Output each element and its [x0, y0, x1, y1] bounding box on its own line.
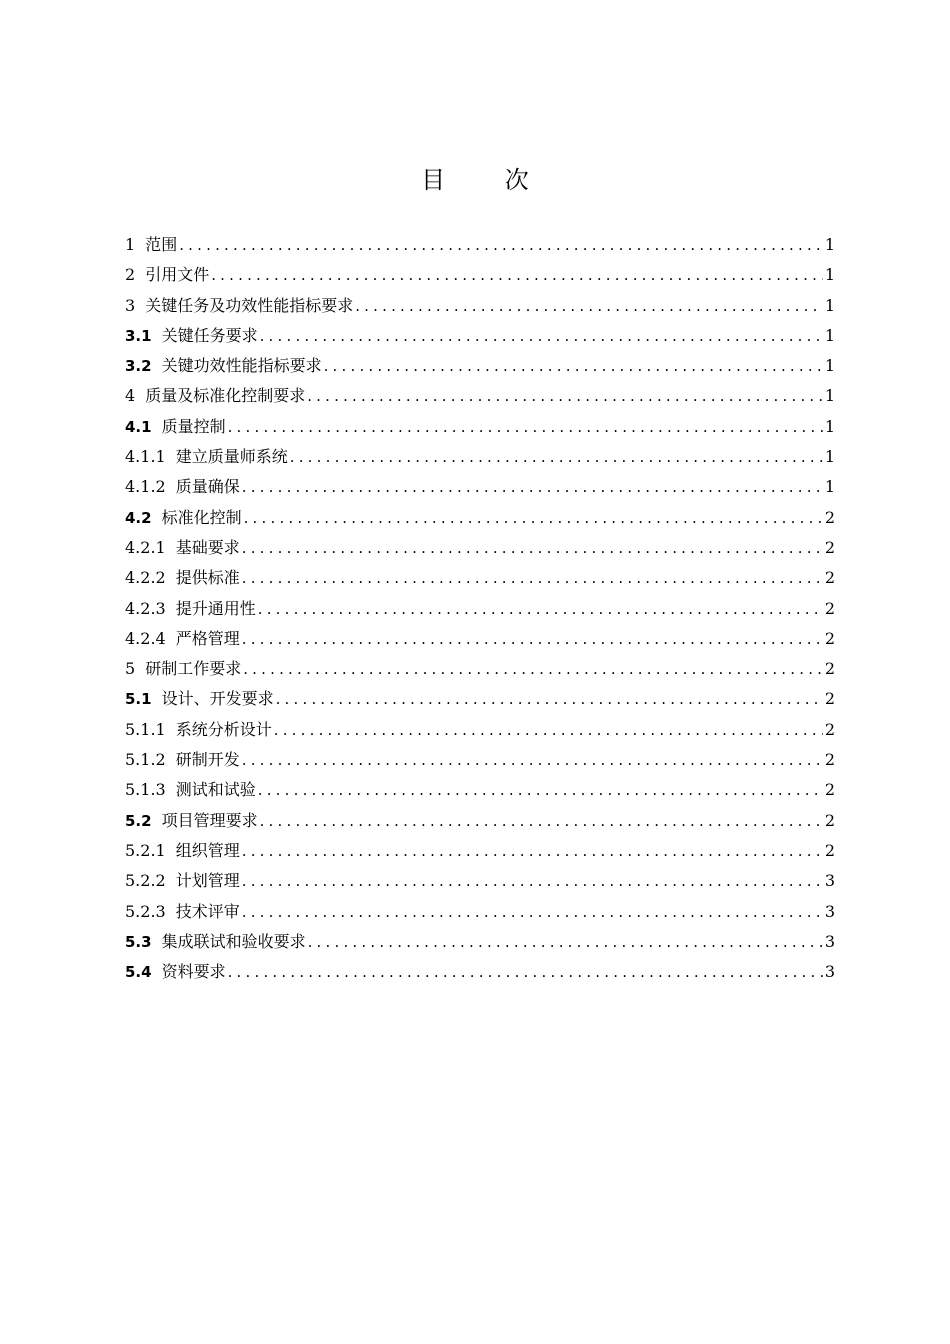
toc-entry-title: 关键任务要求 [161, 325, 258, 345]
table-of-contents [125, 230, 835, 987]
toc-entry-title: 系统分析设计 [175, 719, 272, 739]
toc-entry-number: 5 [125, 659, 136, 679]
toc-dot-leader [242, 533, 823, 563]
toc-dot-leader [260, 321, 823, 351]
toc-dot-leader [228, 957, 823, 987]
toc-entry-title: 研制工作要求 [145, 659, 242, 679]
toc-entry-page-number: 3 [824, 931, 835, 951]
toc-entry-number: 5.2 [125, 811, 152, 830]
toc-dot-leader [290, 442, 823, 472]
toc-entry-page-number: 1 [824, 295, 835, 315]
toc-entry[interactable] [125, 351, 835, 381]
toc-entry[interactable] [125, 472, 835, 502]
toc-entry[interactable] [125, 563, 835, 593]
toc-entry-title: 标准化控制 [161, 507, 242, 527]
toc-entry[interactable] [125, 957, 835, 987]
toc-entry-number: 5.2.1 [125, 840, 166, 860]
toc-entry-page-number: 2 [824, 628, 835, 648]
toc-entry-title: 测试和试验 [175, 780, 256, 800]
toc-entry[interactable] [125, 260, 835, 290]
toc-entry-number: 4.2.2 [125, 568, 166, 588]
toc-dot-leader [308, 927, 823, 957]
toc-entry-number: 4.2.4 [125, 628, 166, 648]
toc-entry[interactable] [125, 533, 835, 563]
toc-dot-leader [355, 291, 823, 321]
toc-dot-leader [179, 230, 823, 260]
toc-entry-title: 严格管理 [175, 628, 240, 648]
toc-entry-page-number: 2 [824, 537, 835, 557]
toc-dot-leader [228, 412, 823, 442]
toc-entry[interactable] [125, 381, 835, 411]
toc-entry-page-number: 2 [824, 750, 835, 770]
toc-entry-title: 设计、开发要求 [161, 689, 274, 709]
toc-entry-number: 4.2.3 [125, 598, 166, 618]
toc-entry-page-number: 1 [824, 416, 835, 436]
toc-entry-title: 项目管理要求 [161, 810, 258, 830]
toc-entry[interactable] [125, 866, 835, 896]
toc-entry[interactable] [125, 715, 835, 745]
toc-entry[interactable] [125, 775, 835, 805]
toc-entry-page-number: 2 [824, 840, 835, 860]
toc-entry[interactable] [125, 230, 835, 260]
toc-entry[interactable] [125, 806, 835, 836]
toc-entry-number: 5.2.3 [125, 901, 166, 921]
toc-dot-leader [242, 624, 823, 654]
toc-entry-page-number: 3 [824, 901, 835, 921]
toc-entry-page-number: 1 [824, 356, 835, 376]
toc-dot-leader [242, 563, 823, 593]
page-title: 目 次 [421, 166, 555, 194]
toc-entry-page-number: 1 [824, 235, 835, 254]
toc-entry-title: 关键功效性能指标要求 [161, 356, 322, 376]
toc-entry[interactable] [125, 594, 835, 624]
toc-entry-page-number: 2 [824, 719, 835, 739]
toc-entry-title: 研制开发 [175, 750, 240, 770]
toc-entry[interactable] [125, 321, 835, 351]
toc-dot-leader [244, 503, 823, 533]
toc-entry-title: 关键任务及功效性能指标要求 [145, 295, 354, 315]
toc-entry-title: 组织管理 [175, 840, 240, 860]
toc-dot-leader [324, 351, 823, 381]
toc-entry-page-number: 2 [824, 568, 835, 588]
toc-dot-leader [211, 260, 823, 290]
toc-entry-page-number: 3 [824, 871, 835, 891]
toc-entry-title: 集成联试和验收要求 [161, 931, 306, 951]
toc-entry-page-number: 2 [824, 810, 835, 830]
toc-entry-page-number: 1 [824, 265, 835, 285]
toc-dot-leader [274, 715, 823, 745]
toc-entry-title: 质量控制 [161, 416, 226, 436]
toc-entry-number: 3.1 [125, 326, 152, 345]
toc-entry-title: 资料要求 [161, 962, 226, 982]
toc-entry-number: 1 [125, 235, 136, 254]
toc-dot-leader [243, 654, 823, 684]
toc-dot-leader [258, 594, 823, 624]
toc-entry-page-number: 1 [824, 447, 835, 467]
toc-entry-number: 4.2.1 [125, 537, 166, 557]
toc-entry-number: 5.3 [125, 932, 152, 951]
toc-entry-number: 5.1 [125, 690, 152, 709]
toc-entry-number: 4.1.2 [125, 477, 166, 497]
toc-entry-page-number: 1 [824, 386, 835, 406]
toc-entry-number: 5.1.1 [125, 719, 166, 739]
toc-entry[interactable] [125, 836, 835, 866]
toc-entry[interactable] [125, 412, 835, 442]
toc-entry[interactable] [125, 684, 835, 714]
toc-entry-title: 质量及标准化控制要求 [145, 386, 306, 406]
toc-entry-number: 5.4 [125, 963, 152, 982]
toc-entry-page-number: 3 [824, 962, 835, 982]
toc-entry-page-number: 2 [824, 689, 835, 709]
toc-entry-title: 引用文件 [145, 265, 210, 285]
toc-entry-page-number: 1 [824, 477, 835, 497]
toc-entry-number: 5.2.2 [125, 871, 166, 891]
toc-entry-title: 提供标准 [175, 568, 240, 588]
toc-entry-number: 4.1 [125, 417, 152, 436]
toc-entry-title: 计划管理 [175, 871, 240, 891]
toc-entry-number: 3 [125, 295, 136, 315]
toc-entry-page-number: 2 [824, 598, 835, 618]
toc-entry[interactable] [125, 745, 835, 775]
toc-entry[interactable] [125, 927, 835, 957]
toc-entry[interactable] [125, 442, 835, 472]
toc-entry-number: 5.1.3 [125, 780, 166, 800]
toc-dot-leader [242, 866, 823, 896]
toc-dot-leader [258, 775, 823, 805]
toc-dot-leader [242, 836, 823, 866]
toc-entry[interactable] [125, 503, 835, 533]
toc-entry-number: 4.2 [125, 508, 152, 527]
toc-entry-title: 基础要求 [175, 537, 240, 557]
toc-entry-page-number: 2 [824, 507, 835, 527]
toc-dot-leader [276, 684, 823, 714]
toc-entry-number: 3.2 [125, 357, 152, 376]
toc-entry-title: 范围 [145, 235, 178, 254]
toc-entry-title: 建立质量师系统 [175, 447, 288, 467]
toc-dot-leader [242, 472, 823, 502]
toc-entry-title: 提升通用性 [175, 598, 256, 618]
toc-entry-page-number: 1 [824, 325, 835, 345]
toc-entry[interactable] [125, 291, 835, 321]
toc-dot-leader [307, 381, 823, 411]
toc-entry[interactable] [125, 624, 835, 654]
toc-entry[interactable] [125, 897, 835, 927]
toc-dot-leader [242, 897, 823, 927]
toc-entry-page-number: 2 [824, 780, 835, 800]
toc-entry-number: 2 [125, 265, 136, 285]
toc-entry-page-number: 2 [824, 659, 835, 679]
toc-dot-leader [242, 745, 823, 775]
toc-entry-title: 技术评审 [175, 901, 240, 921]
toc-entry-number: 4.1.1 [125, 447, 166, 467]
toc-entry[interactable] [125, 654, 835, 684]
toc-entry-number: 4 [125, 386, 136, 406]
toc-entry-title: 质量确保 [175, 477, 240, 497]
toc-entry-number: 5.1.2 [125, 750, 166, 770]
toc-dot-leader [260, 806, 823, 836]
